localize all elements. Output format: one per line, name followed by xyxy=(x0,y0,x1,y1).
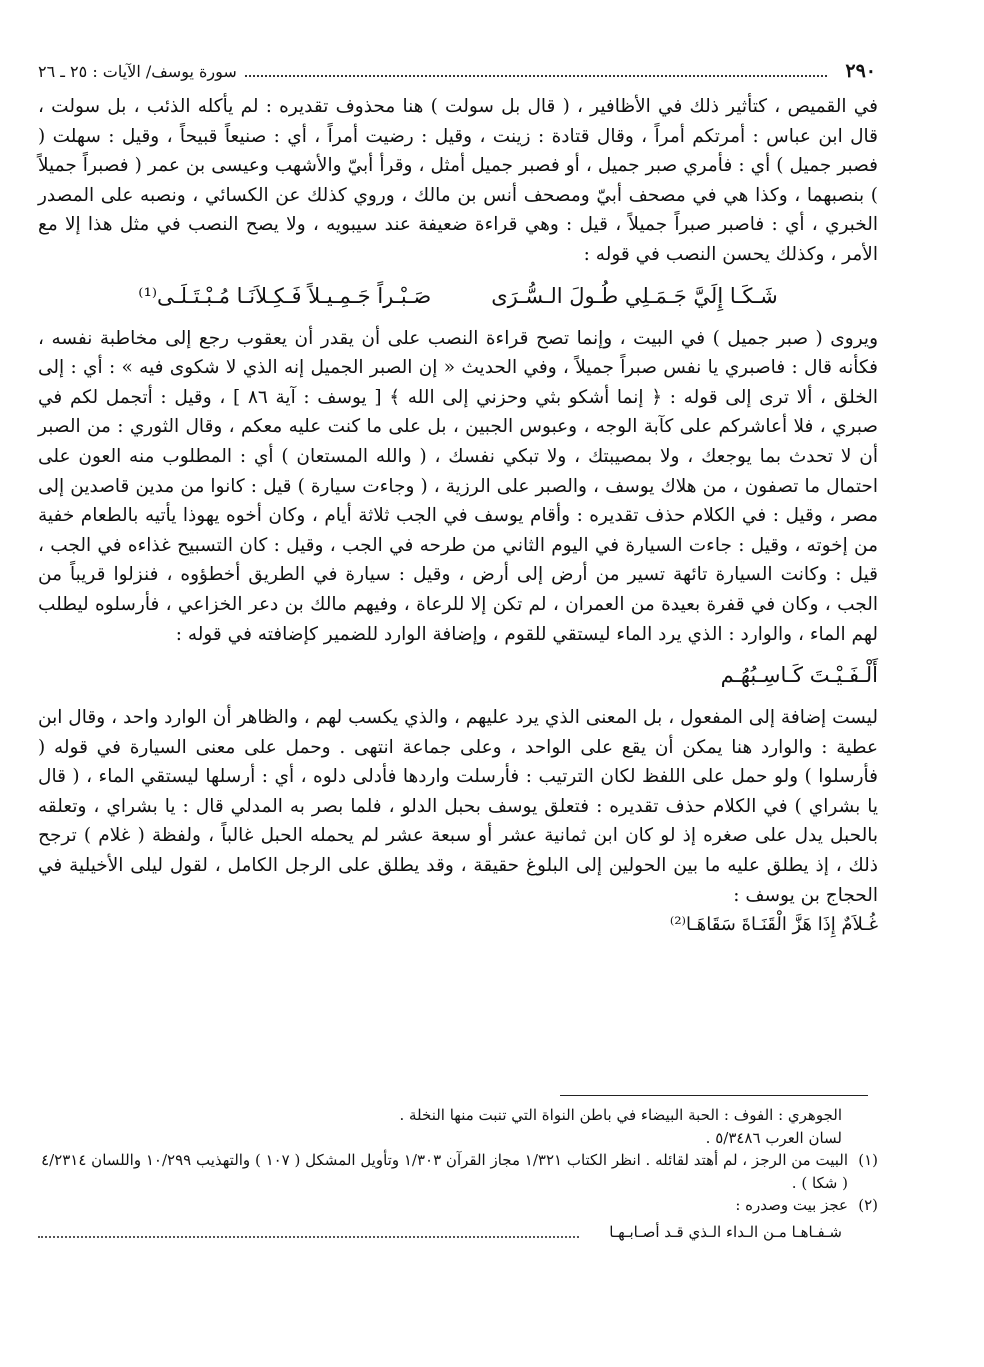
paragraph-3: ليست إضافة إلى المفعول ، بل المعنى الذي يرد عليهم ، والذي يكسب لهم ، والظاهر أن الوارد واحد ، وقال ابن عطية : والوارد هنا يمكن أن يقع على الواحد ، وعلى جماعة انتهى . وحمل على معنى السيارة في قوله ( فأرسلوا ) ولو حمل على اللفظ لكان الترتيب : فأرسلت واردها فأدلى دلوه ، أي : أرسلها ليستقي الماء ، ( قال يا بشراي ) في الكلام حذف تقديره : فتعلق يوسف بحبل الدلو ، فلما بصر به المدلي قال : يا بشراي ، وتعلقه بالحبل يدل على صغره إذ لو كان ابن ثمانية عشر أو سبعة عشر لم يحمله الحبل غالباً ، ولفظة ( غلام ) ترجح ذلك ، إذ يطلق عليه ما بين الحولين إلى البلوغ حقيقة ، وقد يطلق على الرجل الكامل ، لقول ليلى الأخيلية في الحجاج بن يوسف : xyxy=(38,707,878,906)
paragraph-2: ويروى ( صبر جميل ) في البيت ، وإنما تصح قراءة النصب على أن يقدر أن يعقوب رجع إلى مخاطبة نفسه ، فكأنه قال : فاصبري يا نفس صبراً جميلاً ، وفي الحديث « إن الصبر الجميل إنه الذي لا شكوى فيه » : أي : إلى الخلق ، ألا ترى إلى قوله : ﴿ إنما أشكو بثي وحزني إلى الله ﴾ [ يوسف : آية ٨٦ ] ، وقيل : أتجمل لكم في صبري ، فلا أعاشركم على كآبة الوجه ، وعبوس الجبين ، بل على ما كنت عليه معكم ، وقال الثوري : من الصبر أن لا تحدث بما يوجعك ، ولا بمصيبتك ، ولا تبكي نفسك ، ( والله المستعان ) أي : المطلوب منه العون على احتمال ما تصفون ، من هلاك يوسف ، والصبر على الرزية ، ( وجاءت سيارة ) قيل : كانوا من مدين قاصدين إلى مصر ، وقيل : في الكلام حذف تقديره : وأقام يوسف في الجب ثلاثة أيام ، وكان أخوه يهوذا يأتيه بالطعام خفية من إخوته ، وقيل : جاءت السيارة في اليوم الثاني من طرحه في الجب ، وقيل : كان التسبيح غذاءه في الجب ، قيل : وكانت السيارة تائهة تسير من أرض إلى أرض ، وقيل : سيارة في الطريق أخطؤوه ، فنزلوا قريباً من الجب ، وكان في قفرة بعيدة من العمران ، لم تكن إلا للرعاة ، وفيهم مالك بن دعر الخزاعي ، فأرسلوه ليطلب لهم الماء ، والوارد : الذي يرد الماء ليستقي للقوم ، وإضافة الوارد للضمير كإضافته في قوله : xyxy=(38,327,878,645)
footnote-1-number: (١) xyxy=(858,1151,878,1169)
verse-1 xyxy=(38,278,878,314)
footnote-2-verse-line xyxy=(38,1221,878,1244)
footnote-dotted-rule xyxy=(38,1226,579,1238)
page-number: ٢٩٠ xyxy=(845,60,876,82)
verse-2: أَلْـفَـيْـتَ كَـاسِـبُهُـم xyxy=(720,663,878,688)
page-header xyxy=(38,58,876,84)
footnote-2-number: (٢) xyxy=(858,1196,878,1214)
main-text xyxy=(38,92,878,940)
verse-1-second-hemistich: صَـبْـراً جَـمِـيـلاً فَـكِـلاَنَـا مُـبْـتَـلَـى⁽¹⁾ xyxy=(138,283,432,308)
footnote-1-text: البيت من الرجز ، لم أهتد لقائله . انظر الكتاب ١/٣٢١ مجاز القرآن ١/٣٠٣ وتأويل المشكل ( ١٠٧ ) والتهذيب ١٠/٢٩٩ واللسان ٤/٢٣١٤ ( شكا ) . xyxy=(41,1151,848,1192)
running-title: سورة يوسف/ الآيات : ٢٥ ـ ٢٦ xyxy=(38,61,237,81)
footnote-separator xyxy=(560,1095,868,1096)
footnote-carryover-1: الجوهري : الفوف : الحبة البيضاء في باطن النواة التي تنبت منها النخلة . xyxy=(399,1106,842,1124)
footnote-2-verse: شـفـاهـا مـن الـداء الـذي قـد أصـابـهـا xyxy=(609,1222,842,1241)
footnote-2 xyxy=(38,1194,878,1217)
verse-1-first-hemistich: شَـكَـا إِلَيَّ جَـمَـلِي طُـولَ الـسُّـرَى xyxy=(491,283,778,308)
footnote-carryover-2: لسان العرب ٥/٣٤٨٦ . xyxy=(705,1128,842,1147)
footnote-1 xyxy=(38,1149,878,1194)
header-dotted-rule xyxy=(245,65,828,77)
footnotes xyxy=(38,1104,878,1243)
footnote-2-text: عجز بيت وصدره : xyxy=(735,1196,848,1214)
verse-3: غُـلاَمٌ إِذَا هَزَّ الْقَنَـاةَ سَقَاهَـا⁽²⁾ xyxy=(669,914,878,936)
paragraph-1: في القميص ، كتأثير ذلك في الأظافير ، ( قال بل سولت ) هنا محذوف تقديره : لم يأكله الذئب ، بل سولت ، قال ابن عباس : أمرتكم أمراً ، وقال قتادة : زينت ، وقيل : رضيت أمراً ، أي : صنيعاً قبيحاً ، وقيل : سهلت ( فصبر جميل ) أي : فأمري صبر جميل ، أو فصبر جميل أمثل ، وقرأ أبيّ والأشهب وعيسى بن عمر ( فصبراً جميلاً ) بنصبهما ، وكذا هي في مصحف أبيّ ومصحف أنس بن مالك ، وروي كذلك عن الكسائي ، ونصبه على المصدر الخبري ، أي : فاصبر صبراً جميلاً ، قيل : وهي قراءة ضعيفة عند سيبويه ، ولا يصح النصب في مثل هذا إلا مع الأمر ، وكذلك يحسن النصب في قوله : xyxy=(38,96,878,265)
